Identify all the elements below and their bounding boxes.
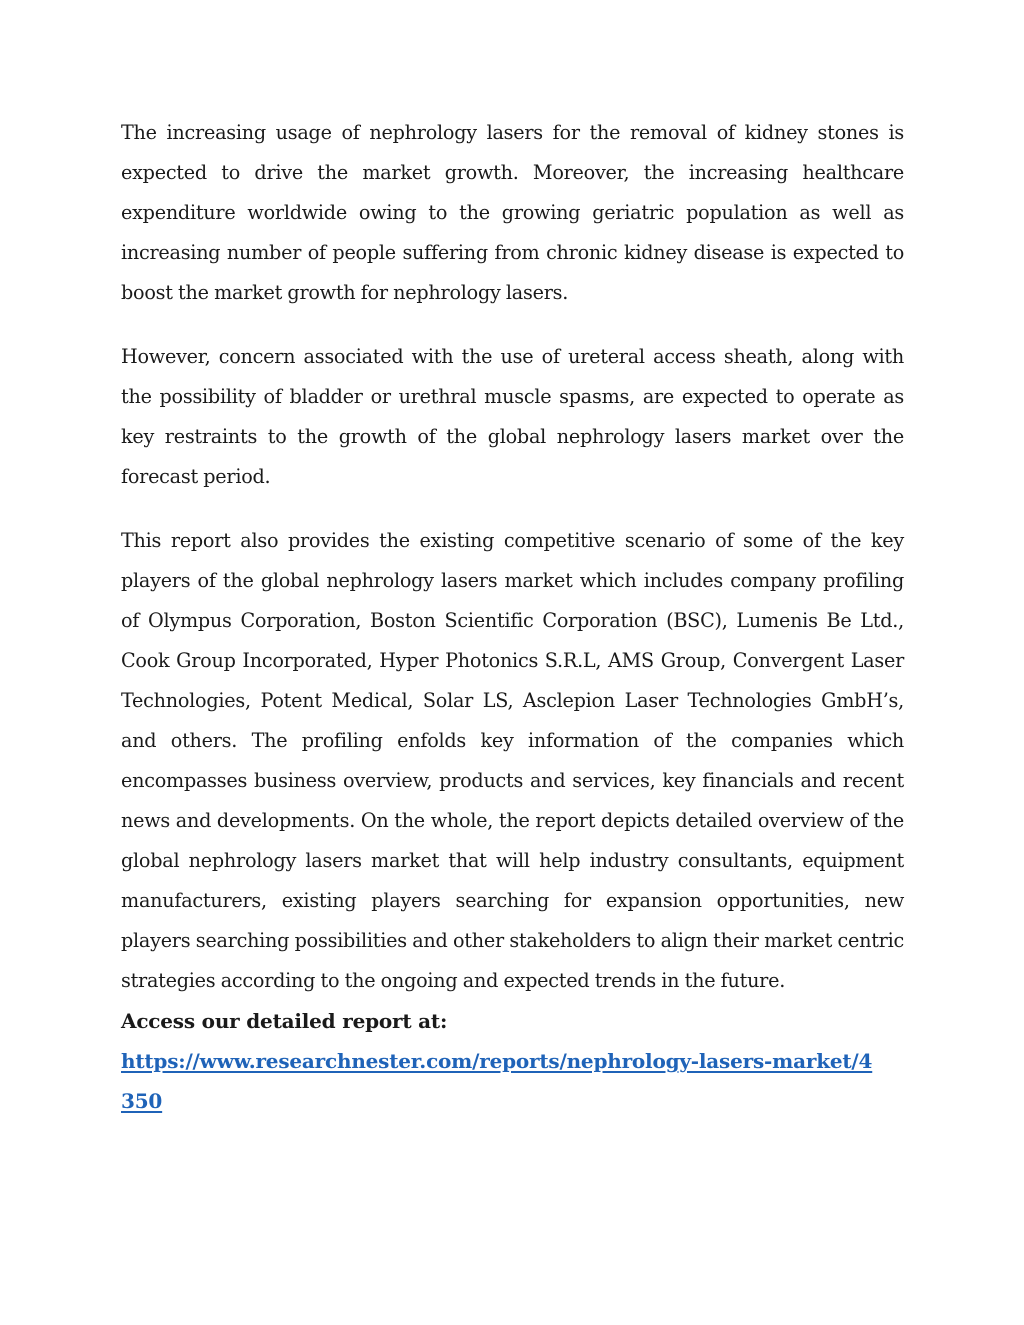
report-link[interactable]: https://www.researchnester.com/reports/nephrology-lasers-market/4350 — [121, 1049, 873, 1113]
paragraph-competitive-scenario: This report also provides the existing competitive scenario of some of the key players of the global nephrology lasers market which includes company profiling of Olympus Corporation, Boston Scientific Corporation (BSC), Lumenis Be Ltd., Cook Group Incorporated, Hyper Photonics S.R.L, AMS Group, Convergent Laser Technologies, Potent Medical, Solar LS, Asclepion Laser Technologies GmbH’s, and others. The profiling enfolds key information of the companies which encompasses business overview, products and services, key financials and recent news and developments. On the whole, the report depicts detailed overview of the global nephrology lasers market that will help industry consultants, equipment manufacturers, existing players searching for expansion opportunities, new players searching possibilities and other stakeholders to align their market centric strategies according to the ongoing and expected trends in the future. — [121, 529, 904, 992]
paragraph-market-restraints: However, concern associated with the use of ureteral access sheath, along with the possibility of bladder or urethral muscle spasms, are expected to operate as key restraints to the growth of the global nephrology lasers market over the forecast period. — [121, 345, 904, 488]
access-report-heading: Access our detailed report at: — [121, 1009, 448, 1033]
document-page — [121, 113, 904, 1121]
paragraph-market-drivers: The increasing usage of nephrology lasers for the removal of kidney stones is expected to drive the market growth. Moreover, the increasing healthcare expenditure worldwide owing to the growing geriatric population as well as increasing number of people suffering from chronic kidney disease is expected to boost the market growth for nephrology lasers. — [121, 121, 904, 304]
